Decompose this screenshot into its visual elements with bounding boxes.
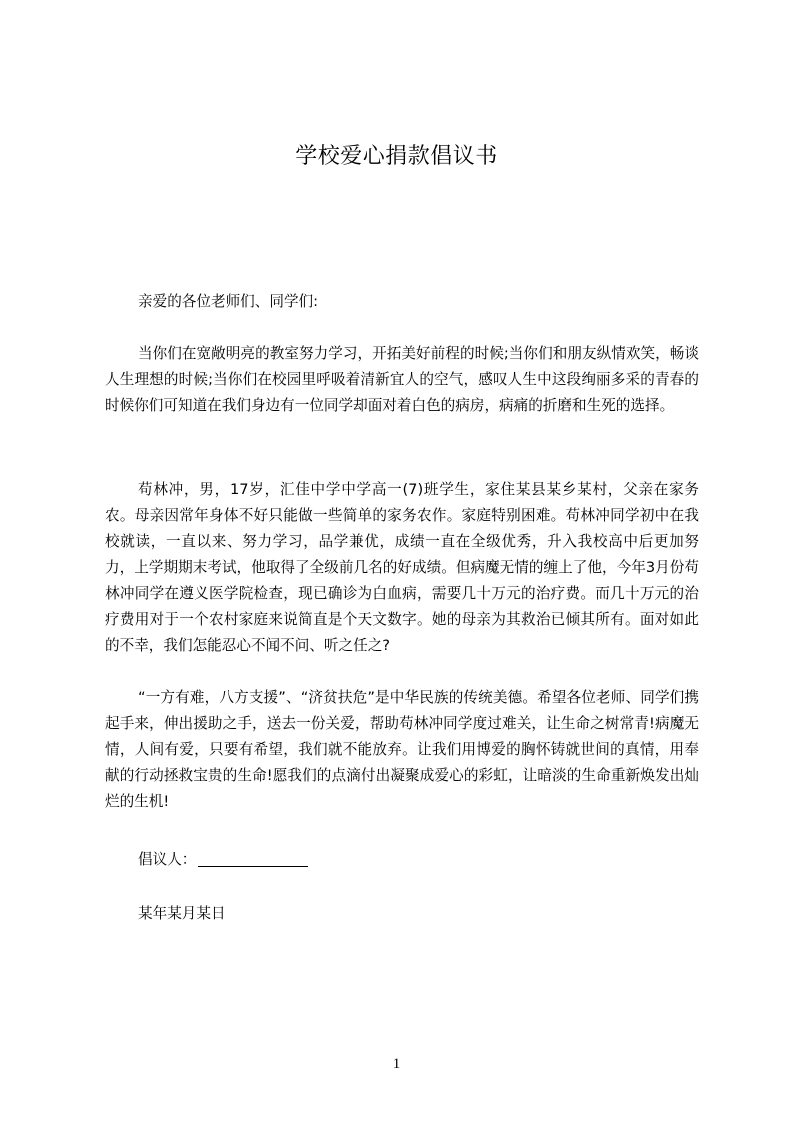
page-number: 1 <box>392 1056 401 1072</box>
paragraph-intro: 当你们在宽敞明亮的教室努力学习，开拓美好前程的时候;当你们和朋友纵情欢笑，畅谈人生理想的时候;当你们在校园里呼吸着清新宜人的空气，感叹人生中这段绚丽多采的青春的时候你们可知道在我们身边有一位同学却面对着白色的病房，病痛的折磨和生死的选择。 <box>105 345 699 414</box>
paragraph-appeal: “一方有难，八方支援”、“济贫扶危”是中华民族的传统美德。希望各位老师、同学们携起手来，伸出援助之手，送去一份关爱，帮助苟林冲同学度过难关，让生命之树常青!病魔无情，人间有爱，只要有希望，我们就不能放弃。让我们用博爱的胸怀铸就世间的真情，用奉献的行动拯救宝贵的生命!愿我们的点滴付出凝聚成爱心的彩虹，让暗淡的生命重新焕发出灿烂的生机! <box>105 689 699 810</box>
signature-label: 倡议人： <box>138 851 197 868</box>
date-line: 某年某月某日 <box>138 905 226 922</box>
paragraph-student-situation: 苟林冲，男，17岁，汇佳中学中学高一(7)班学生，家住某县某乡某村，父亲在家务农。母亲因常年身体不好只能做一些简单的家务农作。家庭特别困难。苟林冲同学初中在我校就读，一直以来、努力学习，品学兼优，成绩一直在全级优秀，升入我校高中后更加努力，上学期期末考试，他取得了全级前几名的好成绩。但病魔无情的缠上了他，今年3月份苟林冲同学在遵义医学院检查，现已确诊为白血病，需要几十万元的治疗费。而几十万元的治疗费用对于一个农村家庭来说简直是个天文数字。她的母亲为其救治已倾其所有。面对如此的不幸，我们怎能忍心不闻不问、听之任之? <box>105 481 699 654</box>
document-title: 学校爱心捐款倡议书 <box>295 144 498 169</box>
signature-blank <box>198 850 308 867</box>
signature-line <box>138 847 308 873</box>
salutation: 亲爱的各位老师们、同学们: <box>138 293 319 310</box>
